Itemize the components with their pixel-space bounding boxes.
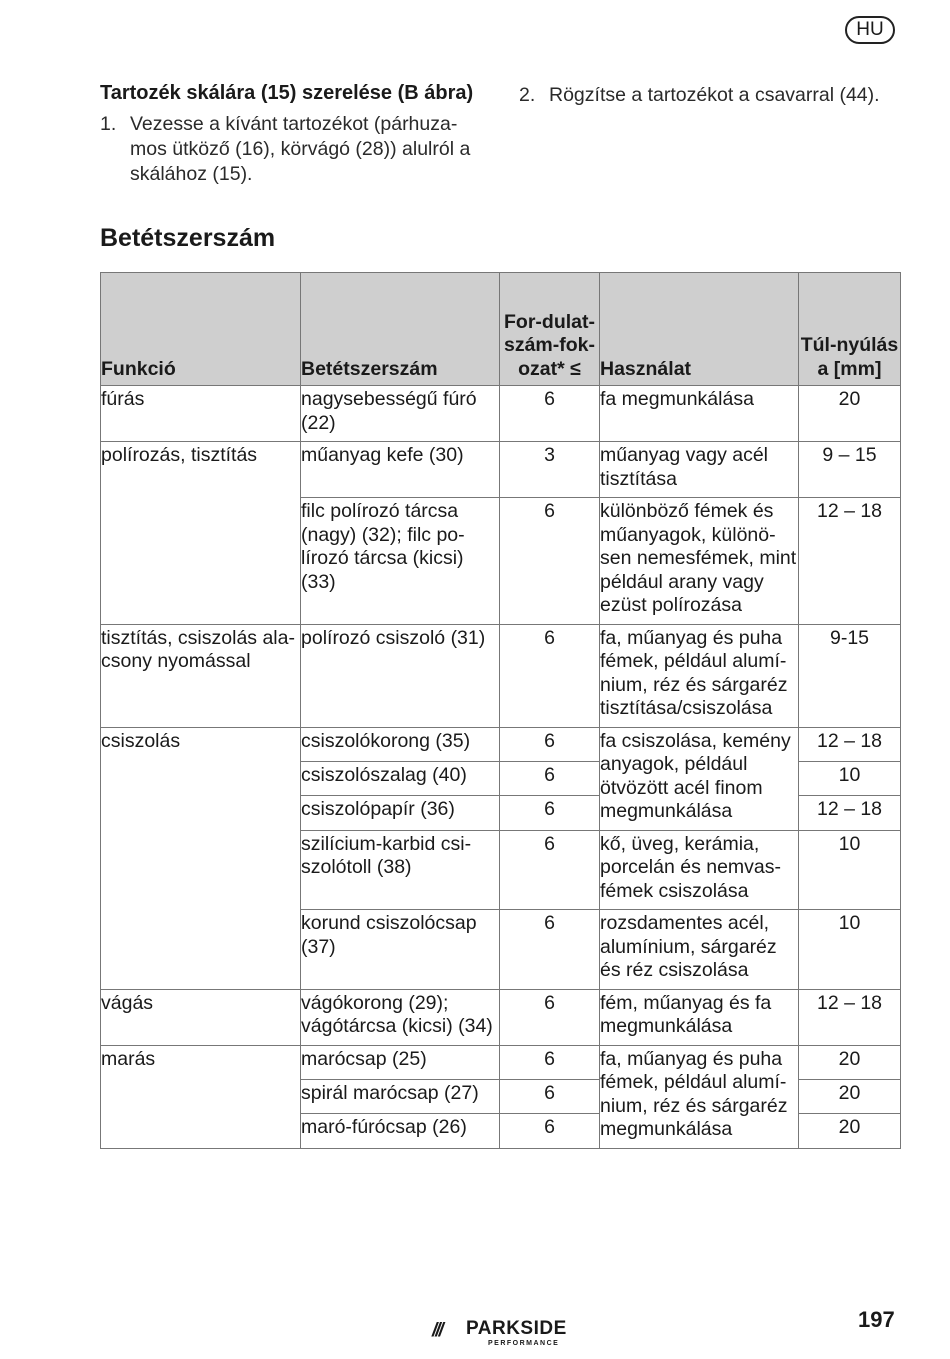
cell-funkcio: vágás bbox=[101, 989, 301, 1045]
cell-betetszerszam: csiszolópapír (36) bbox=[301, 796, 500, 830]
table-row bbox=[101, 1045, 901, 1079]
cell-tulnyulas: 20 bbox=[799, 1114, 901, 1148]
instruction-step bbox=[519, 83, 909, 108]
logo-text: PARKSIDE bbox=[466, 1318, 567, 1339]
cell-funkcio: fúrás bbox=[101, 386, 301, 442]
header-hasznalat: Használat bbox=[600, 273, 799, 386]
cell-funkcio: marás bbox=[101, 1045, 301, 1148]
cell-fordulat: 6 bbox=[500, 386, 600, 442]
logo-mark: /// bbox=[432, 1320, 442, 1341]
accessory-instructions bbox=[100, 80, 485, 187]
step-number: 2. bbox=[519, 84, 536, 106]
instruction-step bbox=[100, 112, 485, 187]
cell-betetszerszam: spirál marócsap (27) bbox=[301, 1079, 500, 1113]
header-betetszerszam: Betétszerszám bbox=[301, 273, 500, 386]
cell-betetszerszam: nagysebességű fúró (22) bbox=[301, 386, 500, 442]
section-title: Betétszerszám bbox=[100, 224, 276, 252]
cell-tulnyulas: 9-15 bbox=[799, 624, 901, 727]
cell-betetszerszam: vágókorong (29); vágótárcsa (kicsi) (34) bbox=[301, 989, 500, 1045]
cell-betetszerszam: csiszolószalag (40) bbox=[301, 761, 500, 795]
table-row bbox=[101, 624, 901, 727]
cell-funkcio: csiszolás bbox=[101, 727, 301, 989]
cell-tulnyulas: 20 bbox=[799, 1045, 901, 1079]
cell-fordulat: 6 bbox=[500, 727, 600, 761]
cell-fordulat: 6 bbox=[500, 910, 600, 990]
table-row bbox=[101, 386, 901, 442]
cell-tulnyulas: 12 – 18 bbox=[799, 498, 901, 625]
cell-hasznalat: fém, műanyag és fa megmunkálása bbox=[600, 989, 799, 1045]
cell-hasznalat: kő, üveg, kerámia, porcelán és nemvas-fémek csiszolása bbox=[600, 830, 799, 910]
table-row bbox=[101, 989, 901, 1045]
logo-subtext: PERFORMANCE bbox=[488, 1340, 560, 1347]
cell-fordulat: 6 bbox=[500, 624, 600, 727]
cell-tulnyulas: 12 – 18 bbox=[799, 989, 901, 1045]
table-row bbox=[101, 442, 901, 498]
step-number: 1. bbox=[100, 113, 117, 135]
cell-hasznalat: fa, műanyag és puha fémek, például alumí-nium, réz és sárgaréz tisztítása/csiszolása bbox=[600, 624, 799, 727]
brand-logo bbox=[432, 1318, 582, 1350]
cell-fordulat: 6 bbox=[500, 498, 600, 625]
cell-hasznalat: fa megmunkálása bbox=[600, 386, 799, 442]
cell-funkcio: tisztítás, csiszolás ala-csony nyomással bbox=[101, 624, 301, 727]
table-row bbox=[101, 727, 901, 761]
cell-hasznalat: különböző fémek és műanyagok, különö-sen nemesfémek, mint például arany vagy ezüst polírozása bbox=[600, 498, 799, 625]
cell-tulnyulas: 10 bbox=[799, 830, 901, 910]
cell-fordulat: 3 bbox=[500, 442, 600, 498]
cell-fordulat: 6 bbox=[500, 761, 600, 795]
cell-fordulat: 6 bbox=[500, 1079, 600, 1113]
cell-betetszerszam: maró-fúrócsap (26) bbox=[301, 1114, 500, 1148]
cell-tulnyulas: 20 bbox=[799, 1079, 901, 1113]
cell-betetszerszam: korund csiszolócsap (37) bbox=[301, 910, 500, 990]
cell-hasznalat: fa, műanyag és puha fémek, például alumí-nium, réz és sárgaréz megmunkálása bbox=[600, 1045, 799, 1148]
cell-fordulat: 6 bbox=[500, 1114, 600, 1148]
accessory-instructions-continued bbox=[519, 83, 909, 108]
step-text: Rögzítse a tartozékot a csavarral (44). bbox=[549, 84, 880, 106]
page-number: 197 bbox=[858, 1307, 895, 1332]
cell-tulnyulas: 10 bbox=[799, 761, 901, 795]
cell-fordulat: 6 bbox=[500, 989, 600, 1045]
step-text: Vezesse a kívánt tartozékot (párhuza-mos ütköző (16), körvágó (28)) alulról a skálához (15). bbox=[130, 113, 471, 185]
tool-table bbox=[100, 272, 901, 1149]
cell-hasznalat: fa csiszolása, kemény anyagok, például ötvözött acél finom megmunkálása bbox=[600, 727, 799, 830]
table-header-row bbox=[101, 273, 901, 386]
language-badge: HU bbox=[845, 16, 895, 44]
cell-tulnyulas: 12 – 18 bbox=[799, 727, 901, 761]
cell-betetszerszam: marócsap (25) bbox=[301, 1045, 500, 1079]
cell-fordulat: 6 bbox=[500, 1045, 600, 1079]
header-funkcio: Funkció bbox=[101, 273, 301, 386]
cell-betetszerszam: csiszolókorong (35) bbox=[301, 727, 500, 761]
cell-hasznalat: rozsdamentes acél, alumínium, sárgaréz és réz csiszolása bbox=[600, 910, 799, 990]
cell-betetszerszam: műanyag kefe (30) bbox=[301, 442, 500, 498]
cell-tulnyulas: 9 – 15 bbox=[799, 442, 901, 498]
header-fordulat: For-dulat-szám-fok-ozat* ≤ bbox=[500, 273, 600, 386]
cell-hasznalat: műanyag vagy acél tisztítása bbox=[600, 442, 799, 498]
cell-betetszerszam: filc polírozó tárcsa (nagy) (32); filc po-lírozó tárcsa (kicsi) (33) bbox=[301, 498, 500, 625]
cell-funkcio: polírozás, tisztítás bbox=[101, 442, 301, 625]
cell-fordulat: 6 bbox=[500, 796, 600, 830]
header-tulnyulas: Túl-nyúlás a [mm] bbox=[799, 273, 901, 386]
cell-betetszerszam: szilícium-karbid csi-szolótoll (38) bbox=[301, 830, 500, 910]
cell-tulnyulas: 20 bbox=[799, 386, 901, 442]
cell-tulnyulas: 10 bbox=[799, 910, 901, 990]
accessory-heading: Tartozék skálára (15) szerelése (B ábra) bbox=[100, 82, 474, 104]
cell-tulnyulas: 12 – 18 bbox=[799, 796, 901, 830]
cell-betetszerszam: polírozó csiszoló (31) bbox=[301, 624, 500, 727]
cell-fordulat: 6 bbox=[500, 830, 600, 910]
